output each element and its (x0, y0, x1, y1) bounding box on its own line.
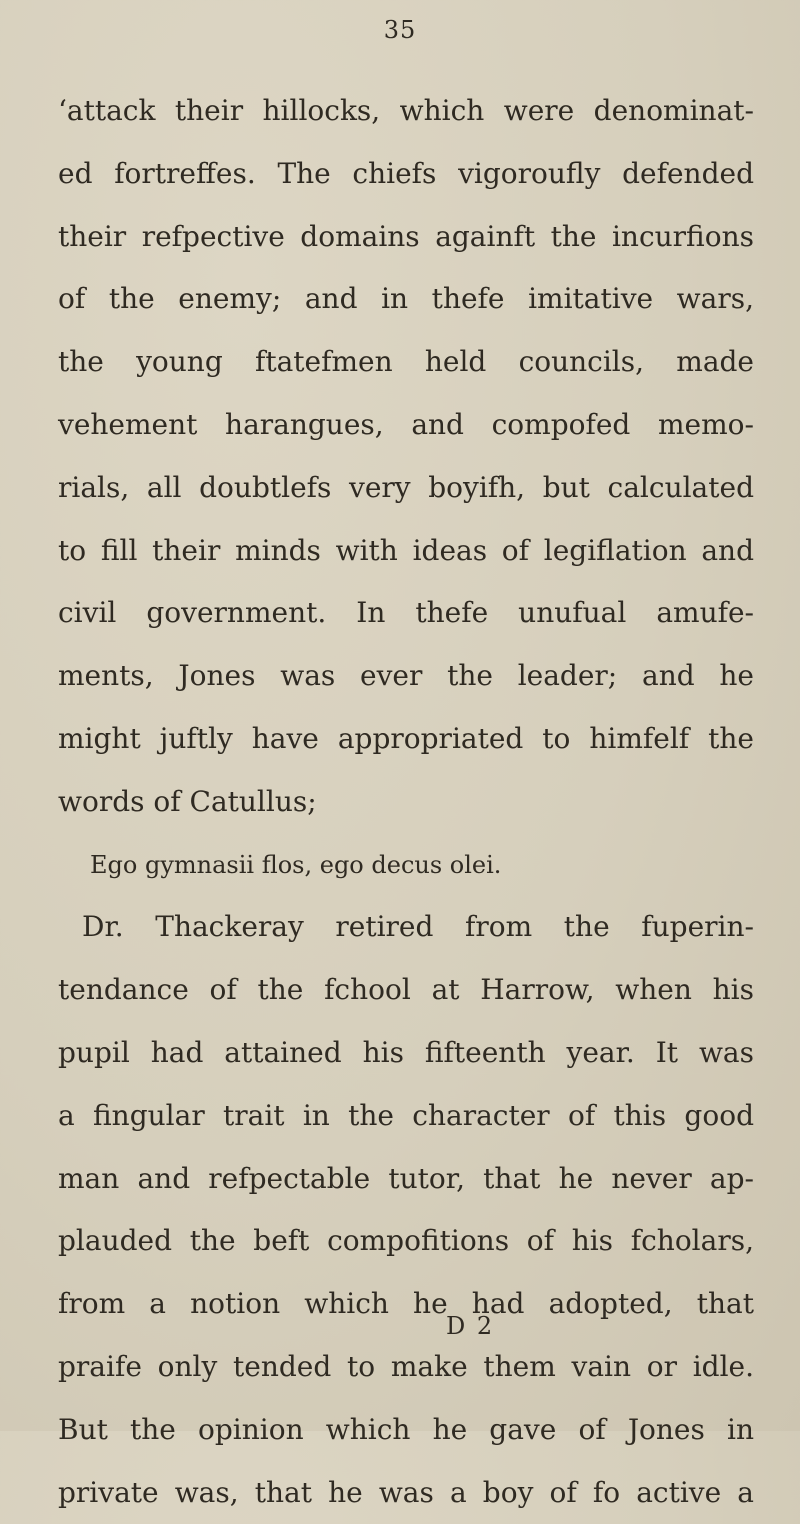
signature-mark: D 2 (446, 1312, 495, 1340)
text-line: praife only tended to make them vain or idle. (58, 1349, 754, 1383)
text-line: words of Catullus; (58, 784, 317, 818)
text-line: private was, that he was a boy of fo active a (58, 1475, 754, 1509)
latin-quote: Ego gymnasii flos, ego decus olei. (90, 850, 502, 879)
text-line: civil government. In thefe unufual amufe- (58, 596, 754, 630)
text-line: a fingular trait in the character of this good (58, 1098, 754, 1132)
text-line: their refpective domains againft the incurfions (58, 219, 754, 253)
text-line: rials, all doubtlefs very boyifh, but calculated (58, 470, 754, 504)
text-line: from a notion which he had adopted, that (58, 1287, 754, 1321)
body-text (58, 80, 754, 1524)
text-line: pupil had attained his fifteenth year. It was (58, 1035, 754, 1069)
text-line: the young ftatefmen held councils, made (58, 345, 754, 379)
page-number: 35 (383, 16, 417, 44)
text-line: tendance of the fchool at Harrow, when his (58, 973, 754, 1007)
text-line: man and refpectable tutor, that he never ap- (58, 1161, 754, 1195)
text-line: might juftly have appropriated to himfelf the (58, 721, 754, 755)
text-line: plauded the beft compofitions of his fcholars, (58, 1224, 754, 1258)
text-line: to fill their minds with ideas of legiflation and (58, 533, 754, 567)
text-line: But the opinion which he gave of Jones in (58, 1412, 754, 1446)
text-line: vehement harangues, and compofed memo- (58, 407, 754, 441)
text-line: ‘attack their hillocks, which were denominat- (58, 94, 754, 127)
text-line: of the enemy; and in thefe imitative wars, (58, 282, 754, 316)
text-line: ments, Jones was ever the leader; and he (58, 659, 754, 693)
text-line: Dr. Thackeray retired from the fuperin- (82, 910, 754, 944)
text-line: ed fortreffes. The chiefs vigoroufly defended (58, 156, 754, 190)
